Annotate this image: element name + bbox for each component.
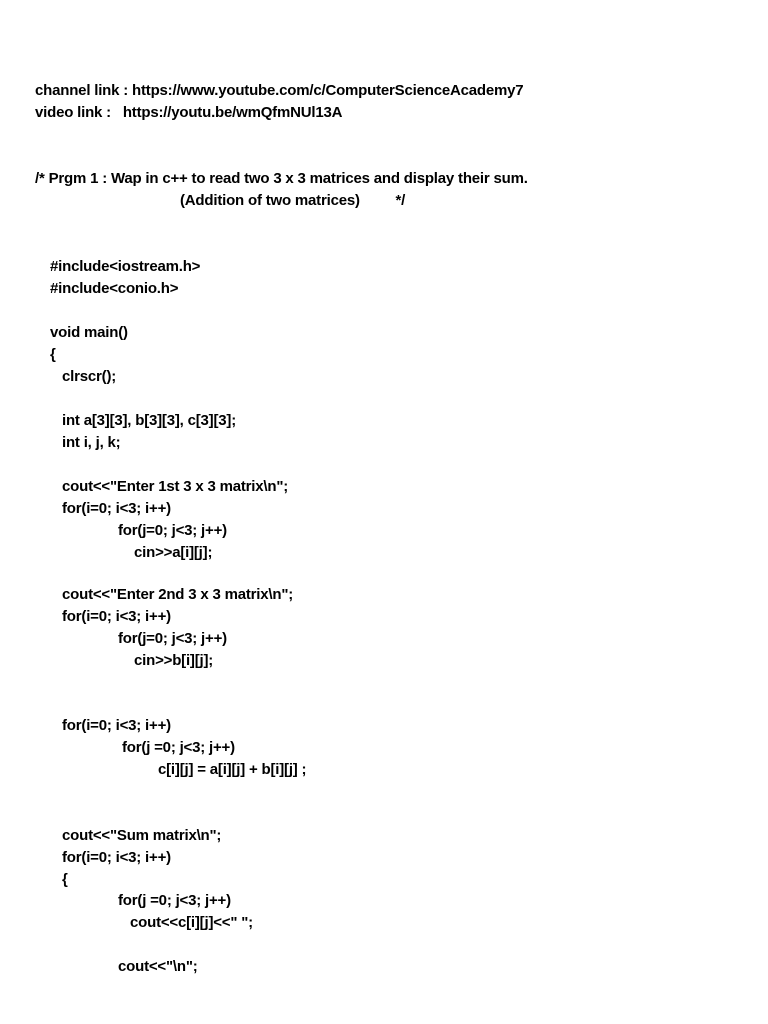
program-comment-line-2: (Addition of two matrices) */ bbox=[180, 192, 406, 209]
code-line-open-brace-main: { bbox=[50, 346, 56, 363]
code-line-loop-j-sum: for(j =0; j<3; j++) bbox=[122, 739, 235, 756]
code-line-loop-j-print: for(j =0; j<3; j++) bbox=[118, 892, 231, 909]
code-line-include-conio: #include<conio.h> bbox=[50, 280, 179, 297]
code-line-loop-i-read-b: for(i=0; i<3; i++) bbox=[62, 608, 171, 625]
code-line-prompt-first: cout<<"Enter 1st 3 x 3 matrix\n"; bbox=[62, 478, 289, 495]
program-comment-line-1: /* Prgm 1 : Wap in c++ to read two 3 x 3 matrices and display their sum. bbox=[35, 170, 528, 187]
code-line-loop-j-read-a: for(j=0; j<3; j++) bbox=[118, 522, 227, 539]
code-line-main-signature: void main() bbox=[50, 324, 128, 341]
code-line-loop-j-read-b: for(j=0; j<3; j++) bbox=[118, 630, 227, 647]
code-line-clrscr: clrscr(); bbox=[62, 368, 117, 385]
code-line-loop-i-read-a: for(i=0; i<3; i++) bbox=[62, 500, 171, 517]
channel-link-line: channel link : https://www.youtube.com/c/ComputerScienceAcademy7 bbox=[35, 82, 524, 99]
code-line-loop-i-sum: for(i=0; i<3; i++) bbox=[62, 717, 171, 734]
code-line-loop-i-print: for(i=0; i<3; i++) bbox=[62, 849, 171, 866]
code-line-read-a: cin>>a[i][j]; bbox=[134, 544, 213, 561]
code-line-decl-indices: int i, j, k; bbox=[62, 434, 121, 451]
code-line-include-iostream: #include<iostream.h> bbox=[50, 258, 201, 275]
code-line-prompt-second: cout<<"Enter 2nd 3 x 3 matrix\n"; bbox=[62, 586, 294, 603]
code-line-open-brace-loop: { bbox=[62, 871, 68, 888]
code-line-print-element: cout<<c[i][j]<<" "; bbox=[130, 914, 253, 931]
code-line-read-b: cin>>b[i][j]; bbox=[134, 652, 214, 669]
code-line-print-heading: cout<<"Sum matrix\n"; bbox=[62, 827, 222, 844]
code-line-print-newline: cout<<"\n"; bbox=[118, 958, 198, 975]
code-line-decl-arrays: int a[3][3], b[3][3], c[3][3]; bbox=[62, 412, 237, 429]
video-link-line: video link : https://youtu.be/wmQfmNUl13A bbox=[35, 104, 343, 121]
code-line-sum-statement: c[i][j] = a[i][j] + b[i][j] ; bbox=[158, 761, 307, 778]
